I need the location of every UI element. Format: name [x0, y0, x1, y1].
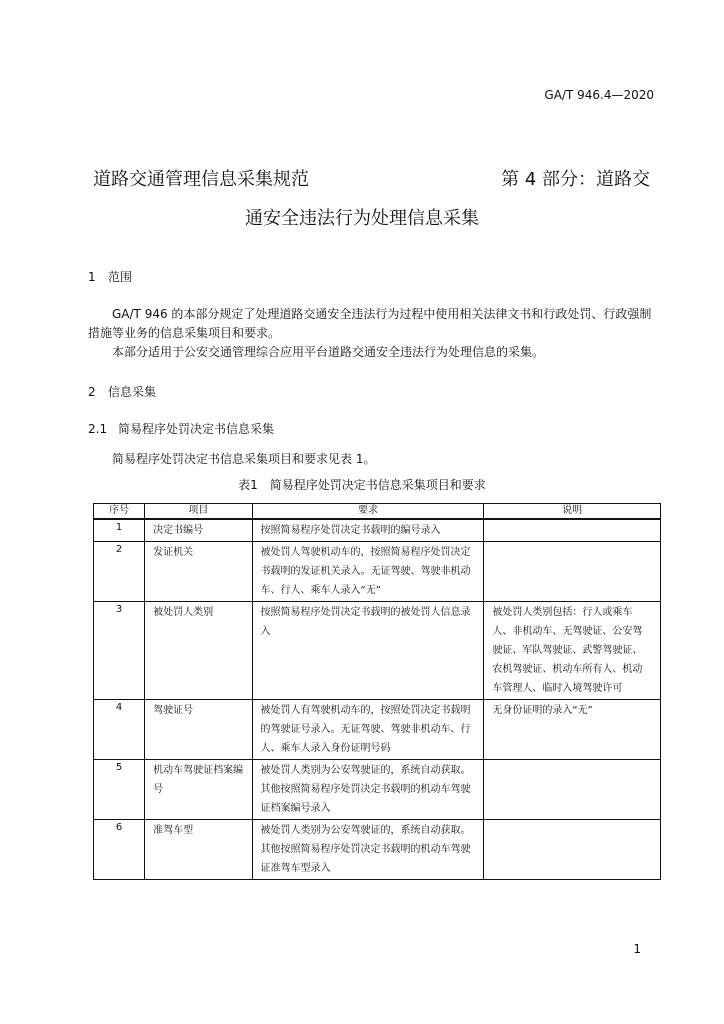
cell-no: 2 [94, 542, 145, 602]
cell-note [484, 820, 661, 880]
section-2-1-heading [88, 420, 274, 437]
cell-note [484, 760, 661, 820]
document-title-line2: 通安全违法行为处理信息采集 [245, 208, 479, 229]
table-row [94, 820, 661, 880]
section-number: 2 [88, 385, 96, 399]
section-1-para-1: GA/T 946 的本部分规定了处理道路交通安全违法行为过程中使用相关法律文书和行政处罚、行政强制措施等业务的信息采集项目和要求。 [88, 307, 652, 340]
cell-no: 5 [94, 760, 145, 820]
table-header-row [94, 504, 661, 520]
table-row [94, 602, 661, 700]
header-no: 序号 [94, 504, 145, 520]
cell-no: 1 [94, 519, 145, 542]
page-number: 1 [633, 942, 641, 956]
cell-req: 被处罚人驾驶机动车的，按照简易程序处罚决定书载明的发证机关录入。无证驾驶、驾驶非机动车、行人、乘车人录入“无” [252, 542, 484, 602]
header-req: 要求 [252, 504, 484, 520]
title-left: 道路交通管理信息采集规范 [93, 169, 309, 190]
section-number: 1 [88, 270, 96, 284]
cell-item: 发证机关 [145, 542, 252, 602]
cell-req: 被处罚人类别为公安驾驶证的，系统自动获取。其他按照简易程序处罚决定书载明的机动车驾驶证档案编号录入 [252, 760, 484, 820]
cell-req: 按照简易程序处罚决定书载明的编号录入 [252, 519, 484, 542]
info-table [93, 503, 661, 880]
section-title: 范围 [108, 270, 133, 284]
header-note: 说明 [484, 504, 661, 520]
cell-no: 3 [94, 602, 145, 700]
cell-item: 驾驶证号 [145, 700, 252, 760]
section-title: 信息采集 [108, 385, 157, 399]
section-2-heading [88, 383, 156, 400]
cell-req: 被处罚人有驾驶机动车的，按照处罚决定书载明的驾驶证号录入。无证驾驶、驾驶非机动车、行人、乘车人录入身份证明号码 [252, 700, 484, 760]
title-right: 第 4 部分：道路交 [501, 169, 650, 190]
header-item: 项目 [145, 504, 252, 520]
table-row [94, 760, 661, 820]
cell-no: 4 [94, 700, 145, 760]
section-2-1-para: 简易程序处罚决定书信息采集项目和要求见表 1。 [112, 452, 376, 466]
standard-code: GA/T 946.4—2020 [544, 88, 654, 102]
cell-note [484, 542, 661, 602]
cell-note: 被处罚人类别包括：行人或乘车人、非机动车、无驾驶证、公安驾驶证、军队驾驶证、武警驾驶证、农机驾驶证、机动车所有人、机动车管理人、临时入境驾驶许可 [484, 602, 661, 700]
table-row [94, 542, 661, 602]
section-1-para-2: 本部分适用于公安交通管理综合应用平台道路交通安全违法行为处理信息的采集。 [112, 345, 545, 359]
cell-item: 机动车驾驶证档案编号 [145, 760, 252, 820]
cell-no: 6 [94, 820, 145, 880]
document-title [93, 165, 650, 191]
cell-item: 决定书编号 [145, 519, 252, 542]
cell-item: 准驾车型 [145, 820, 252, 880]
section-title: 简易程序处罚决定书信息采集 [118, 422, 275, 436]
cell-item: 被处罚人类别 [145, 602, 252, 700]
cell-req: 按照简易程序处罚决定书载明的被处罚人信息录入 [252, 602, 484, 700]
section-number: 2.1 [88, 422, 108, 436]
table-caption: 表1 简易程序处罚决定书信息采集项目和要求 [238, 478, 486, 492]
cell-note [484, 519, 661, 542]
table-row [94, 700, 661, 760]
table-row [94, 519, 661, 542]
section-1-heading [88, 268, 132, 285]
cell-note: 无身份证明的录入“无” [484, 700, 661, 760]
cell-req: 被处罚人类别为公安驾驶证的，系统自动获取。其他按照简易程序处罚决定书载明的机动车驾驶证准驾车型录入 [252, 820, 484, 880]
